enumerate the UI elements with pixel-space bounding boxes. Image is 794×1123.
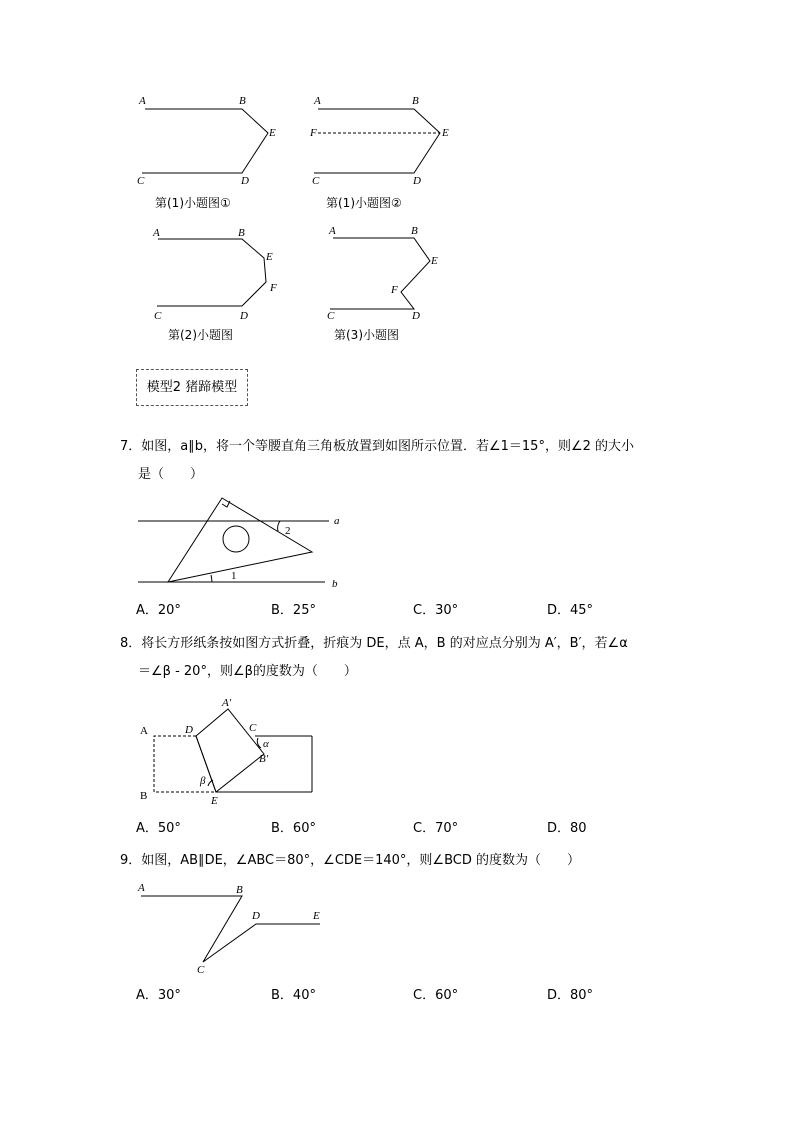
q7-option-d[interactable]: D．45° <box>547 603 594 618</box>
q7-option-a[interactable]: A．20° <box>136 603 181 618</box>
fig3-caption: 第(2)小题图 <box>168 328 233 342</box>
q7-label-angle1: 1 <box>231 570 237 582</box>
fig3-label-b: B <box>238 227 245 239</box>
fig1-caption: 第(1)小题图① <box>155 196 231 210</box>
q8-label-beta: β <box>200 775 206 787</box>
q7-option-b[interactable]: B．25° <box>271 603 316 618</box>
fig2-label-c: C <box>312 175 320 187</box>
q9-label-b: B <box>236 884 243 896</box>
q8-label-ap: A′ <box>222 697 232 709</box>
q8-label-b: B <box>140 790 148 802</box>
fig2-caption: 第(1)小题图② <box>326 196 402 210</box>
q8-option-d[interactable]: D．80 <box>547 821 587 836</box>
q7-label-angle2: 2 <box>285 525 291 537</box>
q9-text-line1: 9．如图，AB∥DE，∠ABC＝80°，∠CDE＝140°，则∠BCD 的度数为（ ） <box>120 853 580 868</box>
fig2-label-a: A <box>314 95 321 107</box>
q9-label-c: C <box>197 964 205 976</box>
fig2-label-d: D <box>413 175 421 187</box>
fig3-label-d: D <box>240 310 248 322</box>
fig1-label-b: B <box>239 95 246 107</box>
q9-option-a[interactable]: A．30° <box>136 988 181 1003</box>
q7-text-line2: 是（ ） <box>138 467 204 482</box>
fig4-label-d: D <box>412 310 420 322</box>
q8-text-line1: 8．将长方形纸条按如图方式折叠，折痕为 DE，点 A，B 的对应点分别为 A′，B′，若∠α <box>120 636 628 651</box>
fig2-label-e: E <box>442 127 449 139</box>
q9-label-e: E <box>313 910 320 922</box>
fig3-label-a: A <box>153 227 160 239</box>
model-title-box: 模型2 猪蹄模型 <box>136 369 248 406</box>
q7-label-b: b <box>332 578 338 590</box>
q8-option-a[interactable]: A．50° <box>136 821 181 836</box>
fig3-label-e: E <box>266 251 273 263</box>
q7-text-line1: 7．如图，a∥b，将一个等腰直角三角板放置到如图所示位置．若∠1＝15°，则∠2 的大小 <box>120 439 635 454</box>
fig4-label-f: F <box>391 284 398 296</box>
q9-option-c[interactable]: C．60° <box>413 988 459 1003</box>
fig1-label-c: C <box>137 175 145 187</box>
q9-label-d: D <box>252 910 260 922</box>
fig1-label-e: E <box>269 127 276 139</box>
fig1-label-a: A <box>139 95 146 107</box>
q8-label-alpha: α <box>263 738 269 750</box>
q8-label-d: D <box>185 724 193 736</box>
q7-option-c[interactable]: C．30° <box>413 603 459 618</box>
q8-text-line2: ＝∠β - 20°，则∠β的度数为（ ） <box>138 664 357 679</box>
q7-label-a: a <box>334 515 340 527</box>
q8-option-b[interactable]: B．60° <box>271 821 316 836</box>
q8-option-c[interactable]: C．70° <box>413 821 459 836</box>
fig4-label-e: E <box>431 255 438 267</box>
q9-option-d[interactable]: D．80° <box>547 988 594 1003</box>
q9-option-b[interactable]: B．40° <box>271 988 316 1003</box>
fig4-label-b: B <box>411 225 418 237</box>
fig4-caption: 第(3)小题图 <box>334 328 399 342</box>
q8-label-e: E <box>211 795 218 807</box>
q8-label-c: C <box>249 722 257 734</box>
fig3-label-c: C <box>154 310 162 322</box>
q8-label-a: A <box>140 725 148 737</box>
fig4-label-c: C <box>327 310 335 322</box>
fig3-label-f: F <box>270 282 277 294</box>
fig2-label-f: F <box>310 127 317 139</box>
fig1-label-d: D <box>241 175 249 187</box>
q8-label-bp: B′ <box>259 753 269 765</box>
fig4-label-a: A <box>329 225 336 237</box>
q9-label-a: A <box>138 882 145 894</box>
fig2-label-b: B <box>412 95 419 107</box>
